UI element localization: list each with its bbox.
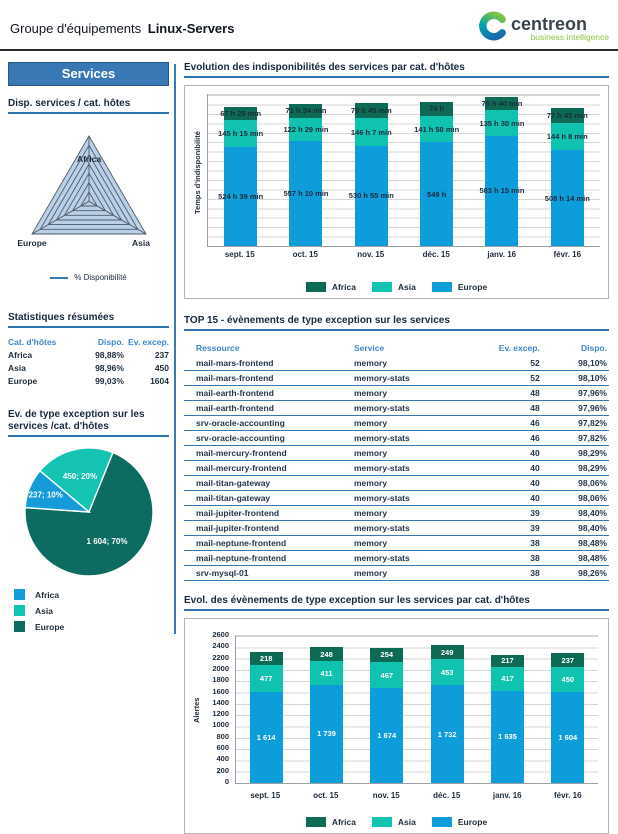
table-cell: mail-jupiter-frontend (184, 506, 354, 521)
legend-item-asia (372, 282, 416, 292)
table-cell: 52 (490, 356, 554, 371)
stats-table-row (8, 348, 169, 361)
bar-value-label: 411 (320, 668, 333, 678)
table-cell: memory (354, 566, 490, 581)
top15-column-header: Service (354, 343, 385, 353)
stats-table-row (8, 361, 169, 374)
stacked-bar (310, 636, 343, 783)
stats-cell: 99,03% (95, 375, 124, 386)
bar-value-label: 77 h 43 min (546, 111, 588, 121)
radar-axis-label: Africa (76, 154, 101, 164)
x-axis-label: déc. 15 (422, 250, 450, 259)
pie-section-title: Ev. de type exception sur les services /cat. d'hôtes (8, 409, 169, 437)
table-row (184, 566, 609, 581)
bar-slot (469, 95, 534, 246)
bar-value-label: 557 h 10 min (283, 188, 329, 198)
bar-slot (477, 636, 537, 783)
table-cell: 40 (490, 461, 554, 476)
table-cell: memory-stats (354, 431, 490, 446)
stacked-bar (414, 95, 460, 246)
table-cell: 98,29% (554, 446, 609, 461)
bar-value-label: 1 604 (558, 733, 578, 743)
x-axis-label: déc. 15 (433, 791, 461, 800)
bar-slot (535, 95, 600, 246)
stacked-bar (479, 95, 525, 246)
page-title (10, 21, 234, 36)
stats-table-row (8, 374, 169, 387)
top15-section-title: TOP 15 - évènements de type exception sur les services (184, 315, 609, 331)
bar-slot (357, 636, 417, 783)
stacked-bar (250, 636, 283, 783)
table-row (184, 446, 609, 461)
table-row (184, 431, 609, 446)
bar-value-label: 122 h 29 min (283, 124, 329, 134)
stats-cell: Asia (8, 362, 26, 373)
y-tick-label: 2600 (212, 630, 229, 639)
x-axis-label: oct. 15 (313, 791, 339, 800)
bar-slot (273, 95, 338, 246)
bar-value-label: 524 h 39 min (218, 192, 264, 201)
plot-area (235, 635, 598, 784)
table-cell: 98,48% (554, 551, 609, 566)
table-cell: memory (354, 386, 490, 401)
table-cell: memory-stats (354, 521, 490, 536)
stats-cell: 98,88% (95, 349, 124, 360)
bar-value-label: 508 h 14 min (544, 193, 590, 203)
table-cell: 97,96% (554, 386, 609, 401)
bar-slot (296, 636, 356, 783)
table-row (184, 386, 609, 401)
table-cell: 40 (490, 491, 554, 506)
table-cell: mail-mars-frontend (184, 371, 354, 386)
table-cell: mail-jupiter-frontend (184, 521, 354, 536)
stats-column-header: Cat. d'hôtes (8, 337, 57, 347)
bar-value-label: 71 h 34 min (285, 106, 327, 116)
bar-value-label: 237 (561, 655, 575, 665)
legend-label: Asia (397, 282, 416, 292)
pie-legend-item-europe (14, 621, 169, 632)
stats-section-title: Statistiques résumées (8, 312, 169, 328)
stacked-bar (348, 95, 394, 246)
table-row (184, 506, 609, 521)
table-cell: mail-mercury-frontend (184, 461, 354, 476)
table-cell: 38 (490, 566, 554, 581)
bar-value-label: 135 h 30 min (479, 118, 525, 128)
radar-axis-label: Europe (16, 238, 47, 248)
bar-value-label: 146 h 7 min (350, 127, 392, 137)
logo-tagline: business intelligence (530, 32, 609, 42)
y-tick-label: 1000 (212, 720, 229, 730)
table-cell: 40 (490, 446, 554, 461)
legend-label: Africa (331, 282, 356, 292)
legend-swatch (372, 817, 392, 827)
table-cell: 98,10% (554, 371, 609, 386)
bar-value-label: 1 732 (437, 729, 457, 739)
y-tick-label: 2400 (212, 641, 229, 651)
bar-value-label: 583 h 15 min (479, 186, 525, 196)
y-axis-title: Temps d'indisponibilité (193, 131, 202, 214)
table-cell: 98,26% (554, 566, 609, 581)
top15-column-header: Dispo. (581, 343, 607, 353)
y-tick-label: 600 (216, 743, 229, 753)
table-cell: 46 (490, 431, 554, 446)
table-cell: 98,06% (554, 476, 609, 491)
bar-value-label: 453 (440, 667, 454, 677)
table-cell: 38 (490, 536, 554, 551)
bar-value-label: 248 (320, 649, 333, 659)
radar-axis-label: Asia (131, 238, 150, 248)
table-cell: mail-neptune-frontend (184, 551, 354, 566)
legend-label: Asia (35, 605, 53, 616)
bar-value-label: 249 (440, 647, 454, 657)
pie-slice-label: 1 604; 70% (86, 536, 127, 546)
stats-cell: Europe (8, 375, 38, 386)
stacked-bar (218, 95, 264, 246)
legend-swatch (14, 589, 25, 600)
pie-legend-item-asia (14, 605, 169, 616)
legend-item-africa (306, 817, 356, 827)
table-cell: 98,40% (554, 521, 609, 536)
y-tick-label: 2000 (212, 663, 229, 673)
table-cell: 48 (490, 401, 554, 416)
table-cell: srv-oracle-accounting (184, 416, 354, 431)
stats-cell: 450 (154, 362, 169, 373)
table-row (184, 401, 609, 416)
y-tick-label: 1800 (212, 675, 229, 685)
table-row (184, 551, 609, 566)
x-axis-label: janv. 16 (487, 250, 517, 259)
table-cell: 39 (490, 521, 554, 536)
bar-value-label: 549 h (427, 189, 447, 199)
alerts-chart (184, 618, 609, 834)
y-axis-title: Alertes (192, 697, 201, 723)
stats-cell: 1604 (150, 375, 169, 386)
legend-item-asia (372, 817, 416, 827)
x-axis-label: sept. 15 (224, 250, 255, 259)
pie-legend (8, 589, 169, 632)
chart-legend (185, 282, 608, 292)
bar-value-label: 141 h 50 min (414, 124, 460, 134)
table-cell: memory (354, 506, 490, 521)
y-tick-label: 2200 (212, 652, 229, 662)
services-banner: Services (8, 62, 169, 86)
table-row (184, 491, 609, 506)
table-row (184, 416, 609, 431)
table-cell: memory-stats (354, 461, 490, 476)
stats-cell: 98,96% (95, 362, 124, 373)
table-cell: srv-mysql-01 (184, 566, 354, 581)
radar-legend-label: % Disponibilité (74, 273, 127, 282)
stacked-bar (431, 636, 464, 783)
table-row (184, 521, 609, 536)
bar-value-label: 70 h 40 min (481, 99, 523, 109)
legend-label: Europe (457, 817, 488, 827)
stacked-bar (283, 95, 329, 246)
pie-slice-label: 450; 20% (62, 472, 97, 481)
table-cell: srv-oracle-accounting (184, 431, 354, 446)
bar-value-label: 74 h (429, 104, 445, 114)
table-cell: memory-stats (354, 551, 490, 566)
legend-swatch (14, 605, 25, 616)
bar-slot (236, 636, 296, 783)
vertical-separator (174, 64, 176, 634)
legend-swatch (306, 817, 326, 827)
chart-legend (185, 817, 608, 827)
x-axis-label: nov. 15 (372, 791, 400, 800)
top15-column-header: Ressource (196, 343, 240, 353)
line-swatch-icon (50, 277, 68, 279)
table-cell: mail-mercury-frontend (184, 446, 354, 461)
table-cell: memory-stats (354, 401, 490, 416)
pie-chart (20, 445, 158, 581)
legend-swatch (14, 621, 25, 632)
stats-table (8, 336, 169, 387)
bar-slot (538, 636, 598, 783)
x-axis-label: févr. 16 (553, 250, 582, 259)
x-axis-labels (207, 250, 600, 259)
table-cell: memory (354, 476, 490, 491)
bar-slot (404, 95, 469, 246)
pie-legend-item-africa (14, 589, 169, 600)
bar-slot (417, 636, 477, 783)
main-column (184, 62, 609, 834)
stats-column-header: Dispo. (97, 337, 124, 347)
legend-label: Asia (397, 817, 416, 827)
bar-value-label: 217 (501, 656, 514, 666)
logo-text: centreon (511, 14, 588, 34)
y-axis-ticks (199, 630, 229, 786)
x-axis-labels (235, 791, 598, 800)
y-tick-label: 200 (216, 765, 229, 775)
legend-label: Europe (35, 621, 65, 632)
radar-chart (14, 124, 164, 249)
table-cell: mail-earth-frontend (184, 386, 354, 401)
top15-column-header: Ev. excep. (498, 343, 540, 353)
bar-value-label: 417 (501, 674, 514, 684)
stacked-bar (370, 636, 403, 783)
sidebar (8, 62, 169, 637)
bar-value-label: 467 (380, 670, 394, 680)
y-tick-label: 400 (216, 754, 229, 764)
bar-value-label: 1 614 (256, 732, 276, 742)
bar-slot (208, 95, 273, 246)
legend-item-africa (306, 282, 356, 292)
centreon-logo (478, 7, 610, 45)
table-cell: 98,06% (554, 491, 609, 506)
uptime-chart (184, 85, 609, 299)
radar-legend (8, 273, 169, 282)
table-cell: 97,82% (554, 416, 609, 431)
table-cell: 40 (490, 476, 554, 491)
bar-value-label: 67 h 25 min (220, 108, 262, 118)
table-cell: mail-titan-gateway (184, 476, 354, 491)
table-cell: 97,96% (554, 401, 609, 416)
table-row (184, 371, 609, 386)
legend-label: Africa (331, 817, 356, 827)
stacked-bar (551, 636, 584, 783)
bar-value-label: 218 (259, 654, 273, 664)
stacked-bar (491, 636, 524, 783)
table-cell: 52 (490, 371, 554, 386)
legend-swatch (372, 282, 392, 292)
table-cell: memory-stats (354, 491, 490, 506)
table-row (184, 461, 609, 476)
y-tick-label: 0 (224, 777, 229, 786)
page-title-prefix: Groupe d'équipements (10, 21, 142, 36)
bar-value-label: 1 674 (377, 731, 397, 741)
legend-swatch (432, 282, 452, 292)
bar-value-label: 1 635 (498, 732, 517, 742)
legend-item-europe (432, 282, 487, 292)
table-row (184, 536, 609, 551)
legend-swatch (306, 282, 326, 292)
y-tick-label: 800 (216, 731, 229, 741)
table-cell: 98,29% (554, 461, 609, 476)
legend-swatch (432, 817, 452, 827)
x-axis-label: nov. 15 (357, 250, 385, 259)
table-cell: 48 (490, 386, 554, 401)
bar-slot (339, 95, 404, 246)
table-cell: memory-stats (354, 371, 490, 386)
table-cell: 98,48% (554, 536, 609, 551)
bar-value-label: 145 h 15 min (218, 128, 264, 138)
bar-value-label: 79 h 45 min (350, 106, 392, 116)
alerts-section-title: Evol. des évènements de type exception sur les services par cat. d'hôtes (184, 595, 609, 611)
table-cell: 98,40% (554, 506, 609, 521)
bar-value-label: 477 (259, 673, 273, 683)
table-row (184, 356, 609, 371)
table-cell: mail-mars-frontend (184, 356, 354, 371)
plot-area (207, 94, 600, 247)
x-axis-label: oct. 15 (292, 250, 318, 259)
x-axis-label: févr. 16 (553, 791, 582, 800)
table-cell: memory (354, 356, 490, 371)
uptime-section-title: Evolution des indisponibilités des services par cat. d'hôtes (184, 62, 609, 78)
bar-value-label: 450 (561, 675, 575, 685)
report-header (0, 0, 618, 51)
table-cell: 46 (490, 416, 554, 431)
table-cell: memory (354, 536, 490, 551)
legend-label: Africa (35, 589, 60, 600)
table-cell: mail-titan-gateway (184, 491, 354, 506)
legend-item-europe (432, 817, 487, 827)
bar-value-label: 1 739 (317, 729, 336, 739)
bar-value-label: 254 (380, 650, 394, 660)
stats-cell: Africa (8, 349, 33, 360)
stacked-bar (544, 95, 590, 246)
table-row (184, 476, 609, 491)
table-cell: 38 (490, 551, 554, 566)
x-axis-label: janv. 16 (492, 791, 522, 800)
table-cell: memory (354, 416, 490, 431)
stats-column-header: Ev. excep. (128, 337, 169, 347)
stats-cell: 237 (154, 349, 169, 360)
y-tick-label: 1400 (212, 697, 229, 707)
logo-c-icon (483, 15, 502, 36)
table-cell: 98,10% (554, 356, 609, 371)
table-cell: 39 (490, 506, 554, 521)
radar-section-title: Disp. services / cat. hôtes (8, 98, 169, 114)
page-title-group: Linux-Servers (147, 21, 235, 36)
pie-slice-label: 237; 10% (28, 490, 63, 500)
y-tick-label: 1600 (212, 686, 229, 696)
table-cell: mail-earth-frontend (184, 401, 354, 416)
y-tick-label: 1200 (212, 709, 229, 719)
bar-value-label: 530 h 55 min (348, 191, 394, 201)
table-cell: 97,82% (554, 431, 609, 446)
top15-table (184, 341, 609, 581)
legend-label: Europe (457, 282, 488, 292)
table-cell: memory (354, 446, 490, 461)
bar-value-label: 144 h 8 min (546, 131, 588, 141)
table-cell: mail-neptune-frontend (184, 536, 354, 551)
x-axis-label: sept. 15 (250, 791, 281, 800)
